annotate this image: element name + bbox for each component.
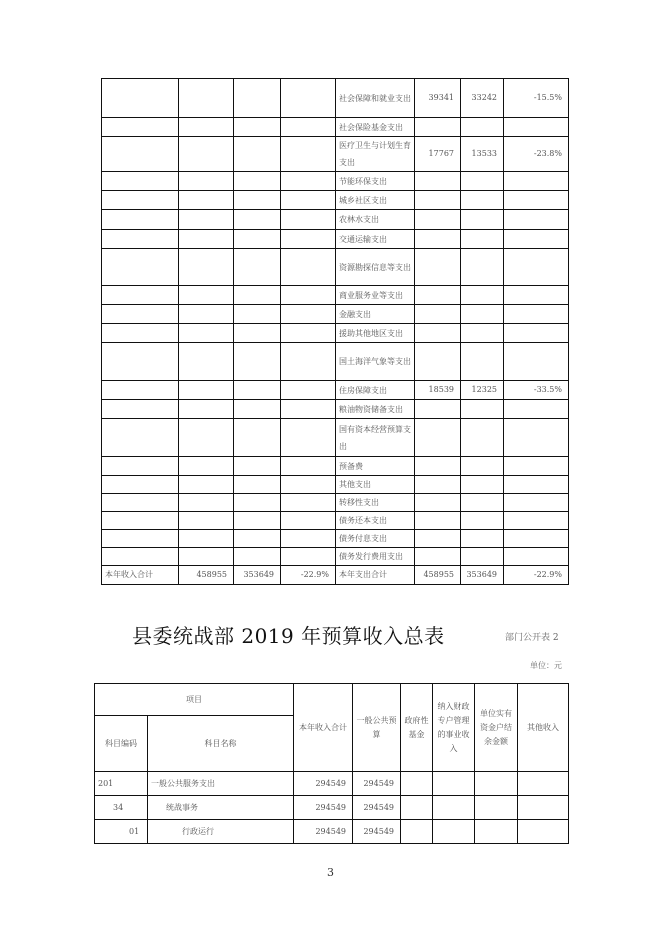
change-pct: -23.8% — [504, 137, 569, 172]
unit-label: 单位：元 — [530, 661, 562, 670]
value-prev — [415, 512, 461, 530]
change-pct — [504, 512, 569, 530]
table-row — [102, 494, 569, 512]
change-pct — [504, 118, 569, 137]
header-gov-fund: 政府性基金 — [401, 684, 433, 772]
empty-cell — [234, 210, 281, 230]
empty-cell — [401, 772, 433, 796]
empty-cell — [102, 512, 179, 530]
table-row — [102, 476, 569, 494]
expense-item: 交通运输支出 — [336, 230, 415, 249]
value-current: 13533 — [461, 137, 504, 172]
empty-cell — [179, 230, 234, 249]
expense-item: 资源勘探信息等支出 — [336, 249, 415, 286]
empty-cell — [179, 476, 234, 494]
empty-cell — [234, 400, 281, 419]
empty-cell — [179, 343, 234, 381]
table-row — [102, 137, 569, 172]
expense-item: 债务发行费用支出 — [336, 548, 415, 566]
page-title: 县委统战部 2019 年预算收入总表 — [132, 624, 445, 648]
empty-cell — [281, 512, 336, 530]
expense-total-label: 本年支出合计 — [336, 566, 415, 585]
change-pct — [504, 476, 569, 494]
empty-cell — [234, 381, 281, 400]
empty-cell — [179, 400, 234, 419]
value-current: 12325 — [461, 381, 504, 400]
table-row — [95, 772, 569, 796]
value-current — [461, 457, 504, 476]
header-name: 科目名称 — [148, 716, 294, 772]
empty-cell — [179, 79, 234, 118]
expense-item: 社会保障和就业支出 — [336, 79, 415, 118]
empty-cell — [179, 137, 234, 172]
table-row — [102, 343, 569, 381]
change-pct — [504, 249, 569, 286]
value-current — [461, 230, 504, 249]
empty-cell — [102, 419, 179, 457]
value-current — [461, 172, 504, 191]
budget-summary-table-continued — [101, 78, 569, 585]
expense-item: 转移性支出 — [336, 494, 415, 512]
value-prev — [415, 118, 461, 137]
empty-cell — [475, 820, 518, 844]
table-row — [102, 286, 569, 305]
empty-cell — [179, 324, 234, 343]
table-row — [102, 324, 569, 343]
value-prev: 18539 — [415, 381, 461, 400]
empty-cell — [281, 191, 336, 210]
empty-cell — [234, 324, 281, 343]
empty-cell — [281, 476, 336, 494]
subject-code: 201 — [95, 772, 148, 796]
value-current — [461, 512, 504, 530]
expense-total-current: 353649 — [461, 566, 504, 585]
table-row — [102, 191, 569, 210]
empty-cell — [102, 191, 179, 210]
empty-cell — [234, 494, 281, 512]
table-row — [102, 210, 569, 230]
empty-cell — [475, 772, 518, 796]
table-row — [102, 118, 569, 137]
expense-item: 其他支出 — [336, 476, 415, 494]
table-row — [102, 512, 569, 530]
value-current — [461, 419, 504, 457]
empty-cell — [234, 343, 281, 381]
header-other-income: 其他收入 — [518, 684, 569, 772]
empty-cell — [281, 118, 336, 137]
value-prev — [415, 286, 461, 305]
empty-cell — [179, 118, 234, 137]
value-current — [461, 191, 504, 210]
value-current — [461, 530, 504, 548]
value-prev — [415, 457, 461, 476]
empty-cell — [179, 286, 234, 305]
header-item: 项目 — [95, 684, 294, 716]
empty-cell — [102, 324, 179, 343]
table-row — [102, 381, 569, 400]
table-row — [102, 172, 569, 191]
empty-cell — [518, 820, 569, 844]
change-pct — [504, 286, 569, 305]
change-pct — [504, 457, 569, 476]
expense-item: 城乡社区支出 — [336, 191, 415, 210]
value-current — [461, 476, 504, 494]
value-prev — [415, 494, 461, 512]
subject-name: 行政运行 — [148, 820, 294, 844]
value-prev — [415, 305, 461, 324]
empty-cell — [234, 548, 281, 566]
empty-cell — [281, 548, 336, 566]
empty-cell — [102, 343, 179, 381]
empty-cell — [102, 118, 179, 137]
subject-name: 统战事务 — [148, 796, 294, 820]
expense-item: 粮油物资储备支出 — [336, 400, 415, 419]
empty-cell — [102, 249, 179, 286]
empty-cell — [281, 324, 336, 343]
empty-cell — [433, 796, 475, 820]
change-pct — [504, 305, 569, 324]
empty-cell — [102, 548, 179, 566]
empty-cell — [179, 457, 234, 476]
change-pct — [504, 530, 569, 548]
empty-cell — [179, 249, 234, 286]
empty-cell — [281, 230, 336, 249]
table-row — [102, 79, 569, 118]
expense-item: 农林水支出 — [336, 210, 415, 230]
total-income: 294549 — [294, 772, 353, 796]
change-pct — [504, 172, 569, 191]
empty-cell — [234, 172, 281, 191]
empty-cell — [281, 172, 336, 191]
expense-item: 援助其他地区支出 — [336, 324, 415, 343]
header-code: 科目编码 — [95, 716, 148, 772]
header-general-budget: 一般公共预算 — [353, 684, 401, 772]
income-total-change: -22.9% — [281, 566, 336, 585]
income-total-current: 353649 — [234, 566, 281, 585]
expense-item: 预备费 — [336, 457, 415, 476]
empty-cell — [179, 191, 234, 210]
empty-cell — [102, 381, 179, 400]
table-row — [102, 249, 569, 286]
header-balance: 单位实有资金户结余金额 — [475, 684, 518, 772]
change-pct — [504, 324, 569, 343]
header-total-income: 本年收入合计 — [294, 684, 353, 772]
empty-cell — [234, 476, 281, 494]
empty-cell — [234, 305, 281, 324]
empty-cell — [433, 772, 475, 796]
empty-cell — [234, 457, 281, 476]
value-prev — [415, 343, 461, 381]
value-current: 33242 — [461, 79, 504, 118]
value-prev: 39341 — [415, 79, 461, 118]
expense-item: 债务付息支出 — [336, 530, 415, 548]
empty-cell — [179, 548, 234, 566]
empty-cell — [179, 512, 234, 530]
income-total-prev: 458955 — [179, 566, 234, 585]
change-pct — [504, 419, 569, 457]
general-budget: 294549 — [353, 820, 401, 844]
empty-cell — [234, 419, 281, 457]
change-pct — [504, 400, 569, 419]
empty-cell — [433, 820, 475, 844]
table-number-label: 部门公开表 2 — [505, 633, 559, 643]
income-total-label: 本年收入合计 — [102, 566, 179, 585]
value-prev — [415, 191, 461, 210]
general-budget: 294549 — [353, 772, 401, 796]
header-special-account: 纳入财政专户管理的事业收入 — [433, 684, 475, 772]
expense-total-change: -22.9% — [504, 566, 569, 585]
budget-income-table — [94, 683, 569, 844]
empty-cell — [102, 210, 179, 230]
expense-item: 医疗卫生与计划生育支出 — [336, 137, 415, 172]
expense-item: 节能环保支出 — [336, 172, 415, 191]
empty-cell — [234, 512, 281, 530]
empty-cell — [281, 419, 336, 457]
expense-item: 国有资本经营预算支出 — [336, 419, 415, 457]
table-row — [102, 457, 569, 476]
value-current — [461, 324, 504, 343]
empty-cell — [179, 210, 234, 230]
total-row — [102, 566, 569, 585]
change-pct — [504, 548, 569, 566]
value-prev — [415, 419, 461, 457]
empty-cell — [281, 381, 336, 400]
value-prev: 17767 — [415, 137, 461, 172]
table-row — [102, 548, 569, 566]
empty-cell — [234, 79, 281, 118]
empty-cell — [179, 381, 234, 400]
empty-cell — [234, 230, 281, 249]
empty-cell — [102, 230, 179, 249]
table-row — [102, 530, 569, 548]
empty-cell — [234, 286, 281, 305]
table-row — [95, 820, 569, 844]
empty-cell — [234, 118, 281, 137]
empty-cell — [518, 772, 569, 796]
empty-cell — [281, 305, 336, 324]
total-income: 294549 — [294, 796, 353, 820]
empty-cell — [102, 530, 179, 548]
value-prev — [415, 230, 461, 249]
expense-item: 国土海洋气象等支出 — [336, 343, 415, 381]
value-current — [461, 118, 504, 137]
empty-cell — [401, 796, 433, 820]
expense-item: 商业服务业等支出 — [336, 286, 415, 305]
table-row — [102, 230, 569, 249]
page-number: 3 — [327, 866, 334, 879]
value-current — [461, 249, 504, 286]
empty-cell — [281, 343, 336, 381]
empty-cell — [102, 286, 179, 305]
value-current — [461, 548, 504, 566]
empty-cell — [102, 305, 179, 324]
expense-total-prev: 458955 — [415, 566, 461, 585]
empty-cell — [281, 210, 336, 230]
value-current — [461, 400, 504, 419]
value-current — [461, 343, 504, 381]
table-row — [102, 419, 569, 457]
subject-code: 34 — [95, 796, 148, 820]
empty-cell — [179, 305, 234, 324]
empty-cell — [179, 172, 234, 191]
value-prev — [415, 249, 461, 286]
empty-cell — [281, 249, 336, 286]
general-budget: 294549 — [353, 796, 401, 820]
expense-item: 社会保险基金支出 — [336, 118, 415, 137]
value-prev — [415, 324, 461, 343]
value-current — [461, 494, 504, 512]
empty-cell — [102, 400, 179, 419]
empty-cell — [518, 796, 569, 820]
empty-cell — [102, 137, 179, 172]
empty-cell — [281, 457, 336, 476]
value-prev — [415, 548, 461, 566]
empty-cell — [179, 494, 234, 512]
value-current — [461, 305, 504, 324]
table-row — [102, 400, 569, 419]
change-pct — [504, 343, 569, 381]
table-row — [102, 305, 569, 324]
total-income: 294549 — [294, 820, 353, 844]
empty-cell — [179, 530, 234, 548]
change-pct: -15.5% — [504, 79, 569, 118]
change-pct: -33.5% — [504, 381, 569, 400]
empty-cell — [401, 820, 433, 844]
value-current — [461, 286, 504, 305]
change-pct — [504, 210, 569, 230]
empty-cell — [281, 494, 336, 512]
value-prev — [415, 400, 461, 419]
empty-cell — [281, 137, 336, 172]
subject-code: 01 — [95, 820, 148, 844]
empty-cell — [102, 457, 179, 476]
empty-cell — [234, 530, 281, 548]
empty-cell — [102, 494, 179, 512]
empty-cell — [102, 79, 179, 118]
empty-cell — [102, 172, 179, 191]
empty-cell — [281, 530, 336, 548]
empty-cell — [234, 249, 281, 286]
change-pct — [504, 230, 569, 249]
expense-item: 债务还本支出 — [336, 512, 415, 530]
value-prev — [415, 172, 461, 191]
subject-name: 一般公共服务支出 — [148, 772, 294, 796]
empty-cell — [179, 419, 234, 457]
empty-cell — [281, 79, 336, 118]
empty-cell — [234, 137, 281, 172]
value-prev — [415, 210, 461, 230]
value-prev — [415, 530, 461, 548]
empty-cell — [102, 476, 179, 494]
empty-cell — [234, 191, 281, 210]
value-prev — [415, 476, 461, 494]
empty-cell — [281, 286, 336, 305]
change-pct — [504, 191, 569, 210]
table-row — [95, 796, 569, 820]
empty-cell — [475, 796, 518, 820]
empty-cell — [281, 400, 336, 419]
expense-item: 住房保障支出 — [336, 381, 415, 400]
expense-item: 金融支出 — [336, 305, 415, 324]
change-pct — [504, 494, 569, 512]
value-current — [461, 210, 504, 230]
